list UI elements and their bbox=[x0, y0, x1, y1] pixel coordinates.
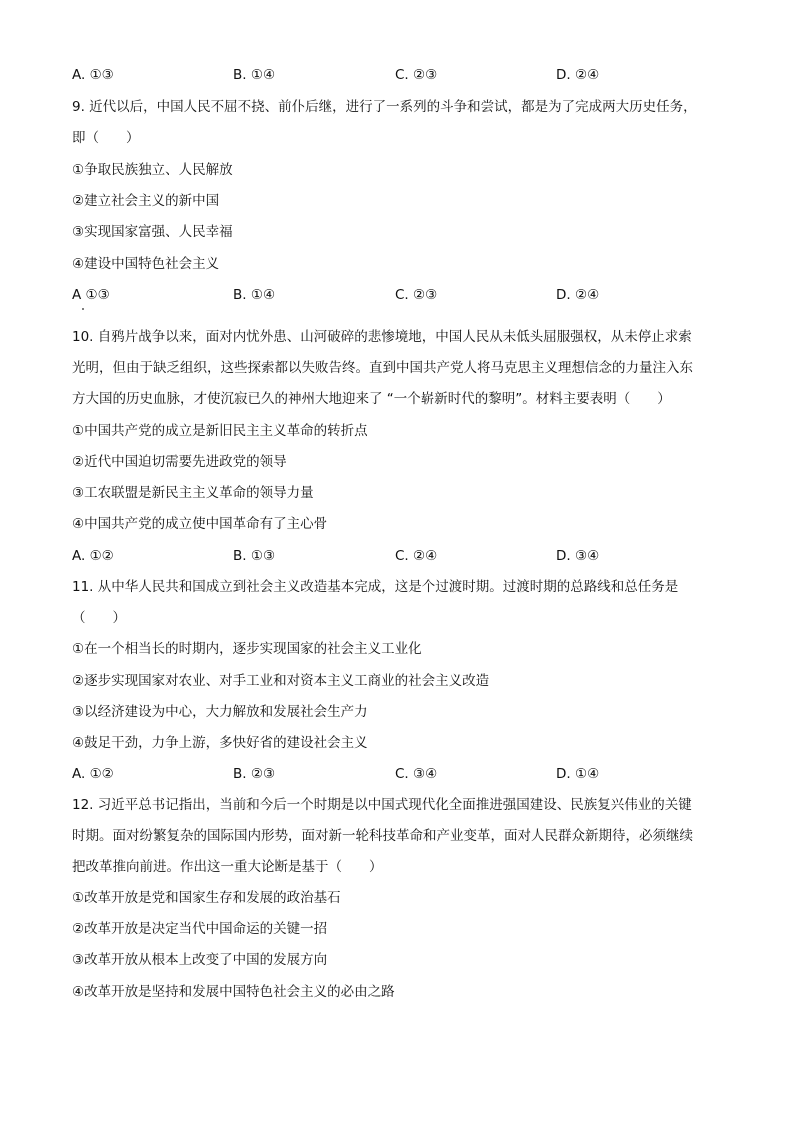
q8-options bbox=[72, 65, 732, 85]
q11-option-d[interactable]: D. ①④ bbox=[556, 766, 600, 782]
q11-item-3: ③以经济建设为中心，大力解放和发展社会生产力 bbox=[72, 704, 368, 720]
q10-options bbox=[72, 546, 732, 566]
q12-item-2: ②改革开放是决定当代中国命运的关键一招 bbox=[72, 921, 328, 937]
q11-item-4: ④鼓足干劲，力争上游，多快好省的建设社会主义 bbox=[72, 735, 368, 751]
scan-dot-mark bbox=[82, 308, 84, 310]
q9-stem-line-1: 9. 近代以后，中国人民不屈不挠、前仆后继，进行了一系列的斗争和尝试，都是为了完成两大历史任务， bbox=[72, 99, 697, 115]
q12-stem-line-3: 把改革推向前进。作出这一重大论断是基于（ ） bbox=[72, 859, 383, 875]
q11-stem-line-1: 11. 从中华人民共和国成立到社会主义改造基本完成，这是个过渡时期。过渡时期的总路线和总任务是 bbox=[72, 579, 679, 595]
q11-option-c[interactable]: C. ③④ bbox=[395, 766, 438, 782]
q8-option-b[interactable]: B. ①④ bbox=[233, 67, 276, 83]
q10-option-c[interactable]: C. ②④ bbox=[395, 548, 438, 564]
q9-option-a[interactable]: A ①③ bbox=[72, 287, 110, 303]
q9-option-d[interactable]: D. ②④ bbox=[556, 287, 600, 303]
q10-option-a[interactable]: A. ①② bbox=[72, 548, 114, 564]
q11-option-a[interactable]: A. ①② bbox=[72, 766, 114, 782]
q12-item-3: ③改革开放从根本上改变了中国的发展方向 bbox=[72, 952, 328, 968]
q12-item-4: ④改革开放是坚持和发展中国特色社会主义的必由之路 bbox=[72, 984, 395, 1000]
q11-item-2: ②逐步实现国家对农业、对手工业和对资本主义工商业的社会主义改造 bbox=[72, 673, 490, 689]
q11-option-b[interactable]: B. ②③ bbox=[233, 766, 276, 782]
q8-option-c[interactable]: C. ②③ bbox=[395, 67, 438, 83]
q9-item-1: ①争取民族独立、人民解放 bbox=[72, 162, 233, 178]
q8-option-a[interactable]: A. ①③ bbox=[72, 67, 114, 83]
q9-stem-line-2: 即（ ） bbox=[72, 130, 140, 146]
q8-option-d[interactable]: D. ②④ bbox=[556, 67, 600, 83]
q10-stem-line-2: 光明，但由于缺乏组织，这些探索都以失败告终。直到中国共产党人将马克思主义理想信念的力量注入东 bbox=[72, 360, 693, 376]
q10-item-1: ①中国共产党的成立是新旧民主主义革命的转折点 bbox=[72, 423, 368, 439]
q9-option-c[interactable]: C. ②③ bbox=[395, 287, 438, 303]
q11-options bbox=[72, 764, 732, 784]
q12-stem-line-1: 12. 习近平总书记指出，当前和今后一个时期是以中国式现代化全面推进强国建设、民族复兴伟业的关键 bbox=[72, 797, 692, 813]
q9-item-2: ②建立社会主义的新中国 bbox=[72, 193, 220, 209]
q10-item-4: ④中国共产党的成立使中国革命有了主心骨 bbox=[72, 516, 328, 532]
q10-stem-line-3: 方大国的历史血脉，才使沉寂已久的神州大地迎来了 “一个崭新时代的黎明”。材料主要表明（ ） bbox=[72, 391, 671, 407]
q9-item-3: ③实现国家富强、人民幸福 bbox=[72, 224, 233, 240]
q12-item-1: ①改革开放是党和国家生存和发展的政治基石 bbox=[72, 890, 341, 906]
q9-item-4: ④建设中国特色社会主义 bbox=[72, 256, 220, 272]
q10-item-2: ②近代中国迫切需要先进政党的领导 bbox=[72, 454, 287, 470]
q9-options bbox=[72, 285, 732, 305]
q10-stem-line-1: 10. 自鸦片战争以来，面对内忧外患、山河破碎的悲惨境地，中国人民从未低头屈服强权，从未停止求索 bbox=[72, 329, 692, 345]
q10-item-3: ③工农联盟是新民主主义革命的领导力量 bbox=[72, 485, 314, 501]
q9-option-b[interactable]: B. ①④ bbox=[233, 287, 276, 303]
q12-stem-line-2: 时期。面对纷繁复杂的国际国内形势，面对新一轮科技革命和产业变革，面对人民群众新期待，必须继续 bbox=[72, 828, 693, 844]
q11-stem-line-2: （ ） bbox=[72, 610, 126, 626]
q10-option-d[interactable]: D. ③④ bbox=[556, 548, 600, 564]
q10-option-b[interactable]: B. ①③ bbox=[233, 548, 276, 564]
q11-item-1: ①在一个相当长的时期内，逐步实现国家的社会主义工业化 bbox=[72, 641, 422, 657]
